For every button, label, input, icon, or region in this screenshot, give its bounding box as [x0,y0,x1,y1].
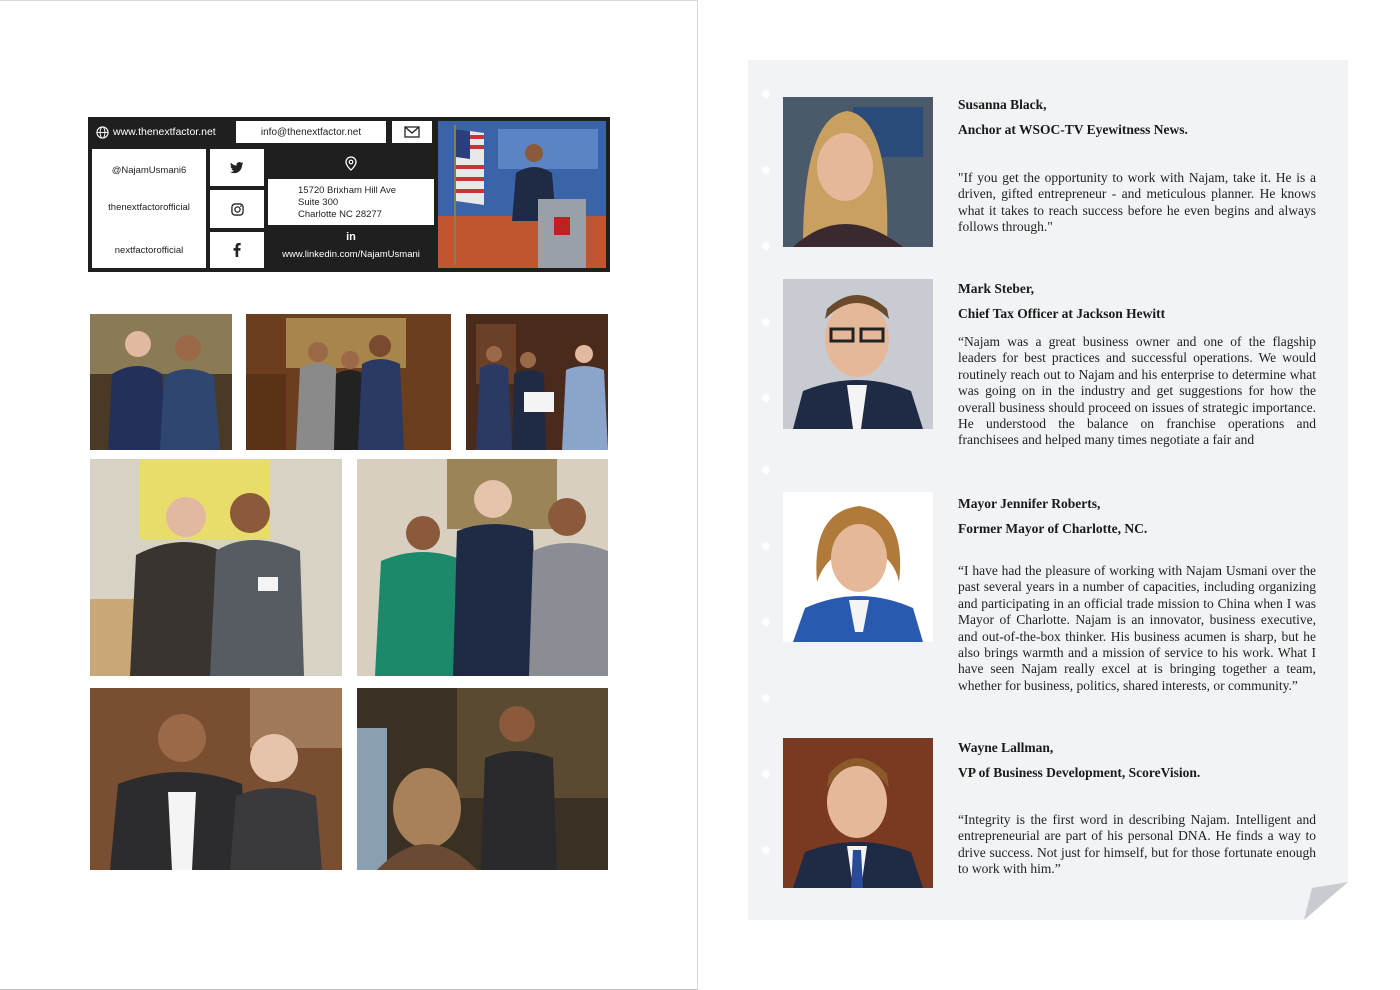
testimonial-title: Chief Tax Officer at Jackson Hewitt [958,306,1166,321]
linkedin-icon: in [346,231,356,243]
mail-icon [404,126,420,138]
location-pin-icon [345,156,357,171]
linkedin-url[interactable]: www.linkedin.com/NajamUsmani [282,249,420,260]
facebook-handle[interactable]: nextfactorofficial [114,245,184,256]
testimonial-name: Wayne Lallman, [958,740,1054,755]
testimonial-title: Anchor at WSOC-TV Eyewitness News. [958,122,1188,137]
testimonial-quote: "If you get the opportunity to work with Najam, take it. He is a driven, gifted entrepreneur - and meticulous planner. He knows what it takes to reach success before he even begins and always follows through." [958,170,1316,235]
instagram-handle[interactable]: thenextfactorofficial [108,202,190,213]
headshot-wayne-lallman [783,738,933,888]
testimonial-title: VP of Business Development, ScoreVision. [958,765,1201,780]
binder-hole [762,542,770,550]
headshot-susanna-black [783,97,933,247]
facebook-icon-box[interactable] [210,232,264,268]
binder-hole [762,394,770,402]
social-handles [92,149,206,268]
testimonial-name: Mark Steber, [958,281,1034,296]
website-text[interactable]: www.thenextfactor.net [113,126,216,138]
email-text[interactable]: info@thenextfactor.net [260,126,362,138]
binder-hole [762,166,770,174]
testimonial-title: Former Mayor of Charlotte, NC. [958,521,1148,536]
photo-certificate [466,314,608,450]
twitter-icon [230,162,244,174]
address-line-1: 15720 Brixham Hill Ave [298,185,397,196]
mail-icon-box[interactable] [392,121,432,143]
instagram-icon [231,203,244,216]
binder-hole [762,770,770,778]
testimonial-quote: “Najam was a great business owner and one of the flagship leaders for best practices and successful operations. We would routinely reach out to Najam and his enterprise to determine what was going on in the industry and get suggestions for how the overall business should proceed on issues of strategic importance. He understood the balance on franchise operations and franchisees and helped many times negotiate a fair and [958,334,1316,448]
testimonial-quote: “Integrity is the first word in describing Najam. Intelligent and entrepreneurial are part of his personal DNA. He finds a way to drive success. Not just for himself, but for those fortunate enough to work with him.” [958,812,1316,877]
photo-biden [90,314,232,450]
podium-photo [438,121,606,268]
testimonial-name: Mayor Jennifer Roberts, [958,496,1101,511]
facebook-icon [233,243,241,257]
binder-hole [762,618,770,626]
address-line-3: Charlotte NC 28277 [298,209,382,220]
contact-card [88,117,610,272]
testimonial-name: Susanna Black, [958,97,1047,112]
binder-hole [762,318,770,326]
photo-booker [246,314,451,450]
location-pin-box [268,149,434,177]
twitter-icon-box[interactable] [210,149,264,186]
photo-hillary [90,688,342,870]
photo-kaine [90,459,342,676]
twitter-handle[interactable]: @NajamUsmani6 [111,165,187,176]
instagram-icon-box[interactable] [210,190,264,228]
email-box[interactable] [236,121,386,143]
page-curl [1304,882,1348,920]
binder-hole [762,466,770,474]
headshot-jennifer-roberts [783,492,933,642]
binder-hole [762,846,770,854]
address-line-2: Suite 300 [298,197,339,208]
binder-hole [762,694,770,702]
address-box [268,179,434,225]
photo-clinton [357,459,608,676]
testimonial-quote: “I have had the pleasure of working with Najam Usmani over the past several years in a number of capacities, including organizing and participating in an official trade mission to China when I was Mayor of Charlotte. Najam is an innovator, business executive, and out-of-the-box thinker. His business acumen is sharp, but he also brings warmth and a mission of service to his work. What I have seen Najam really excel at is bringing together a team, whether for business, politics, shared interests, or community.” [958,563,1316,693]
binder-hole [762,90,770,98]
photo-speaking [357,688,608,870]
globe-icon [96,126,109,139]
social-icons [210,149,264,268]
binder-hole [762,242,770,250]
headshot-mark-steber [783,279,933,429]
